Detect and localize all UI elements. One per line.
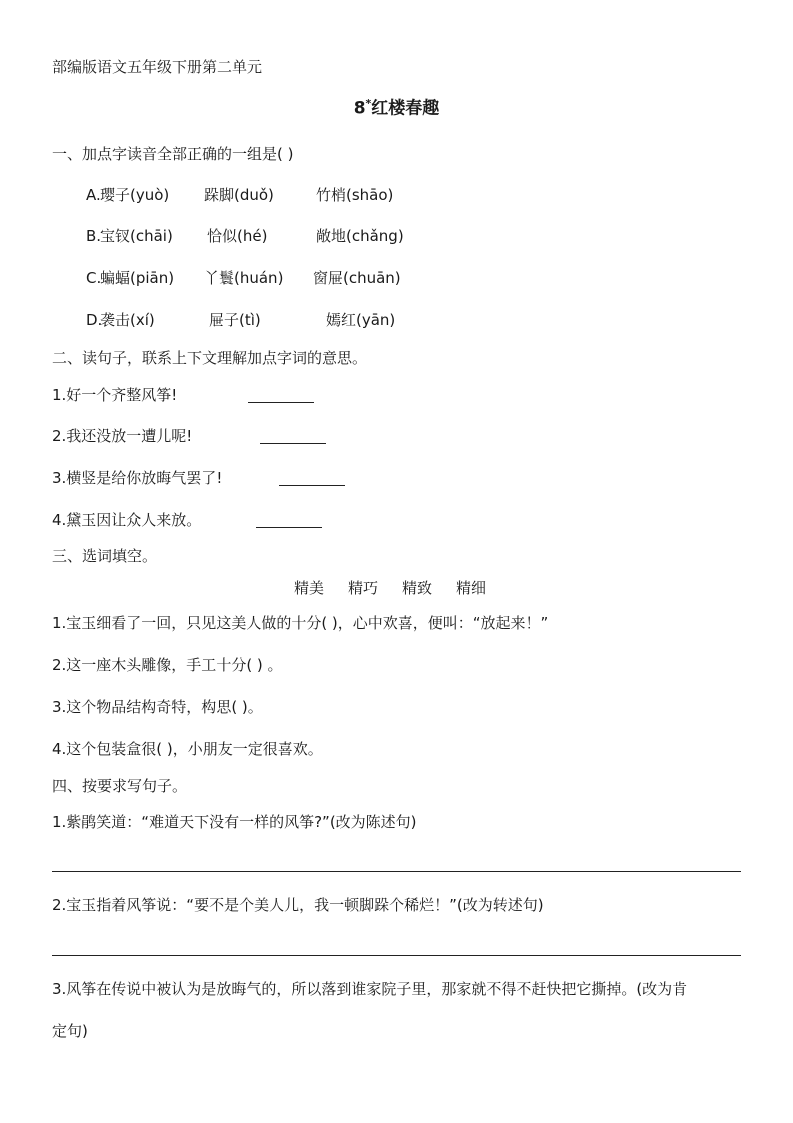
option-item: 窗屉(chuān)	[313, 269, 401, 287]
option-label: D.	[86, 311, 103, 329]
word-option: 精细	[456, 579, 487, 597]
option-label: B.	[86, 227, 102, 245]
fill-item: 2.这一座木头雕像，手工十分( ) 。	[52, 656, 283, 674]
option-item: 丫鬟(huán)	[204, 269, 284, 287]
option-item: 蝙蝠(piān)	[100, 269, 175, 287]
fill-item: 1.宝玉细看了一回，只见这美人做的十分( )，心中欢喜，便叫：“放起来！”	[52, 614, 549, 632]
lesson-number: 8	[353, 98, 366, 119]
word-option: 精巧	[348, 579, 379, 597]
option-item: 敞地(chǎng)	[316, 227, 404, 245]
option-item: 屉子(tì)	[209, 311, 261, 329]
option-item: 恰似(hé)	[207, 227, 268, 245]
fill-item: 4.这个包装盒很( )，小朋友一定很喜欢。	[52, 740, 323, 758]
option-item: 嫣红(yān)	[326, 311, 396, 329]
answer-blank[interactable]	[279, 485, 345, 486]
sentence-item: 3.横竖是给你放晦气罢了!	[52, 469, 223, 487]
document-header: 部编版语文五年级下册第二单元	[52, 58, 263, 76]
section4-heading: 四、按要求写句子。	[52, 777, 188, 795]
sentence-item: 4.黛玉因让众人来放。	[52, 511, 202, 529]
word-bank	[294, 578, 510, 598]
answer-line[interactable]	[52, 871, 741, 872]
answer-blank[interactable]	[256, 527, 322, 528]
option-item: 璎子(yuò)	[100, 186, 170, 204]
fill-item: 3.这个物品结构奇特，构思( )。	[52, 698, 263, 716]
section2-heading: 二、读句子，联系上下文理解加点字词的意思。	[52, 349, 368, 367]
rewrite-item: 1.紫鹃笑道：“难道天下没有一样的风筝?”(改为陈述句)	[52, 813, 417, 831]
section1-heading: 一、加点字读音全部正确的一组是( )	[52, 145, 294, 163]
sentence-item: 1.好一个齐整风筝!	[52, 386, 178, 404]
lesson-title	[0, 94, 793, 119]
answer-blank[interactable]	[260, 443, 326, 444]
word-option: 精美	[294, 579, 325, 597]
section3-heading: 三、选词填空。	[52, 547, 158, 565]
lesson-mark: *	[365, 97, 372, 110]
answer-blank[interactable]	[248, 402, 314, 403]
sentence-item: 2.我还没放一遭儿呢!	[52, 427, 193, 445]
option-item: 跺脚(duǒ)	[204, 186, 274, 204]
option-item: 竹梢(shāo)	[316, 186, 394, 204]
option-label: C.	[86, 269, 102, 287]
word-option: 精致	[402, 579, 433, 597]
lesson-name: 红楼春趣	[371, 98, 440, 119]
option-label: A.	[86, 186, 101, 204]
rewrite-item-continued: 定句)	[52, 1022, 88, 1040]
rewrite-item: 2.宝玉指着风筝说：“要不是个美人儿，我一顿脚跺个稀烂！”(改为转述句)	[52, 896, 544, 914]
rewrite-item: 3.风筝在传说中被认为是放晦气的，所以落到谁家院子里，那家就不得不赶快把它撕掉。(改为肯	[52, 980, 688, 998]
option-item: 宝钗(chāi)	[100, 227, 173, 245]
option-item: 袭击(xí)	[100, 311, 155, 329]
answer-line[interactable]	[52, 955, 741, 956]
